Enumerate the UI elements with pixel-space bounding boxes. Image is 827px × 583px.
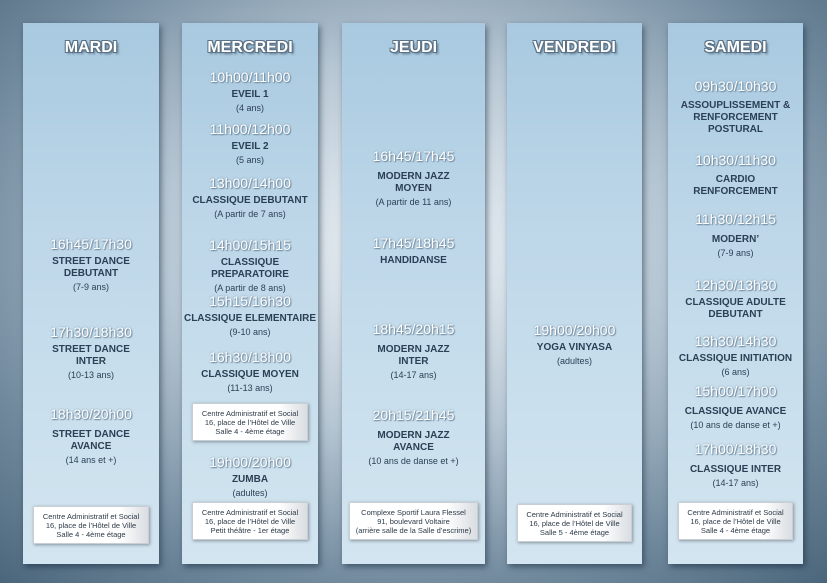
slot-name: ZUMBA <box>231 474 269 485</box>
class-slot <box>668 152 803 198</box>
slot-name: STREET DANCE DEBUTANT <box>52 256 130 279</box>
slot-time: 09h30/10h30 <box>694 78 777 94</box>
class-slot <box>182 175 318 220</box>
slot-time: 19h00/20h00 <box>209 454 291 470</box>
column-samedi <box>668 23 803 564</box>
slot-time: 18h30/20h00 <box>50 406 132 422</box>
slot-name: HANDIDANSE <box>380 255 447 266</box>
slot-time: 17h00/18h30 <box>694 441 777 457</box>
slot-name: CLASSIQUE MOYEN <box>201 369 299 380</box>
class-slot <box>182 237 318 294</box>
class-slot <box>668 277 803 321</box>
slot-note: (A partir de 11 ans) <box>375 197 452 207</box>
location-box: Centre Administratif et Social 16, place de l’Hôtel de Ville Salle 5 - 4ème étage <box>517 504 632 542</box>
class-slot <box>23 406 159 466</box>
slot-name: MODERN JAZZ AVANCE <box>377 430 450 453</box>
slot-note: (adultes) <box>556 356 592 366</box>
location-box: Complexe Sportif Laura Flessel 91, boulevard Voltaire (arrière salle de la Salle d’escrime) <box>349 502 478 540</box>
class-slot <box>668 78 803 136</box>
column-jeudi <box>342 23 485 564</box>
slot-note: (4 ans) <box>235 103 264 113</box>
column-mardi <box>23 23 159 564</box>
slot-note: (14-17 ans) <box>712 478 759 488</box>
slot-note: (7-9 ans) <box>72 282 109 292</box>
day-title: JEUDI <box>389 39 438 56</box>
slot-note: (A partir de 8 ans) <box>214 283 286 293</box>
slot-time: 20h15/21h45 <box>372 407 455 423</box>
slot-time: 16h45/17h30 <box>50 236 132 252</box>
slot-name: CLASSIQUE INITIATION <box>678 353 793 364</box>
class-slot <box>23 236 159 293</box>
slot-time: 14h00/15h15 <box>209 237 291 253</box>
day-title: SAMEDI <box>704 39 767 56</box>
slot-time: 10h00/11h00 <box>209 69 291 85</box>
location-box: Centre Administratif et Social 16, place de l’Hôtel de Ville Salle 4 - 4ème étage <box>678 502 793 540</box>
class-slot <box>668 211 803 259</box>
slot-name: CLASSIQUE INTER <box>689 464 782 475</box>
class-slot <box>342 321 485 381</box>
slot-time: 13h30/14h30 <box>694 333 777 349</box>
day-title: MARDI <box>64 39 118 56</box>
slot-note: (A partir de 7 ans) <box>214 209 286 219</box>
slot-name: YOGA VINYASA <box>536 342 613 353</box>
class-slot <box>182 349 318 394</box>
location-box: Centre Administratif et Social 16, place de l’Hôtel de Ville Petit théâtre - 1er étage <box>192 502 308 540</box>
slot-name: CLASSIQUE AVANCE <box>684 406 787 417</box>
slot-note: (10 ans de danse et +) <box>690 420 781 430</box>
slot-name: MODERN JAZZ INTER <box>377 344 450 367</box>
class-slot <box>182 69 318 114</box>
slot-name: CARDIO RENFORCEMENT <box>693 174 778 197</box>
class-slot <box>182 454 318 499</box>
class-slot <box>182 121 318 166</box>
slot-time: 15h00/17h00 <box>694 383 777 399</box>
slot-name: STREET DANCE INTER <box>52 344 130 367</box>
slot-time: 16h45/17h45 <box>372 148 455 164</box>
class-slot <box>342 235 485 267</box>
slot-note: (9-10 ans) <box>229 327 271 337</box>
class-slot <box>342 148 485 208</box>
slot-time: 15h15/16h30 <box>209 293 291 309</box>
column-mercredi <box>182 23 318 564</box>
column-vendredi <box>507 23 642 564</box>
slot-note: (5 ans) <box>235 155 264 165</box>
slot-time: 13h00/14h00 <box>209 175 291 191</box>
class-slot <box>342 407 485 467</box>
location-box: Centre Administratif et Social 16, place de l’Hôtel de Ville Salle 4 - 4ème étage <box>33 506 149 544</box>
slot-name: STREET DANCE AVANCE <box>52 429 130 452</box>
slot-time: 18h45/20h15 <box>372 321 455 337</box>
day-title: MERCREDI <box>207 39 293 56</box>
class-slot <box>668 383 803 431</box>
slot-name: CLASSIQUE PREPARATOIRE <box>211 257 289 280</box>
slot-name: MODERN JAZZ MOYEN <box>377 171 450 194</box>
slot-time: 12h30/13h30 <box>694 277 777 293</box>
slot-time: 19h00/20h00 <box>533 322 616 338</box>
class-slot <box>668 441 803 489</box>
slot-note: (14 ans et +) <box>65 455 117 465</box>
slot-time: 17h30/18h30 <box>50 324 132 340</box>
slot-note: (10 ans de danse et +) <box>368 456 459 466</box>
slot-name: CLASSIQUE ELEMENTAIRE <box>183 313 317 324</box>
class-slot <box>668 333 803 378</box>
slot-name: EVEIL 2 <box>231 141 269 152</box>
class-slot <box>182 293 318 338</box>
slot-time: 10h30/11h30 <box>695 152 776 168</box>
slot-note: (14-17 ans) <box>390 370 437 380</box>
slot-name: ASSOUPLISSEMENT & RENFORCEMENT POSTURAL <box>680 100 791 135</box>
class-slot <box>23 324 159 381</box>
slot-time: 11h30/12h15 <box>695 211 776 227</box>
slot-name: MODERN’ <box>711 234 760 245</box>
slot-note: (6 ans) <box>721 367 750 377</box>
slot-name: EVEIL 1 <box>231 89 269 100</box>
slot-time: 11h00/12h00 <box>209 121 291 137</box>
location-box: Centre Administratif et Social 16, place de l’Hôtel de Ville Salle 4 - 4ème étage <box>192 403 308 441</box>
slot-name: CLASSIQUE ADULTE DEBUTANT <box>685 297 786 320</box>
slot-note: (7-9 ans) <box>717 248 754 258</box>
slot-note: (11-13 ans) <box>227 383 273 393</box>
slot-time: 17h45/18h45 <box>372 235 455 251</box>
class-slot <box>507 322 642 367</box>
slot-time: 16h30/18h00 <box>209 349 291 365</box>
day-title: VENDREDI <box>533 39 616 56</box>
slot-note: (adultes) <box>232 488 268 498</box>
slot-name: CLASSIQUE DEBUTANT <box>192 195 308 206</box>
slot-note: (10-13 ans) <box>67 370 115 380</box>
